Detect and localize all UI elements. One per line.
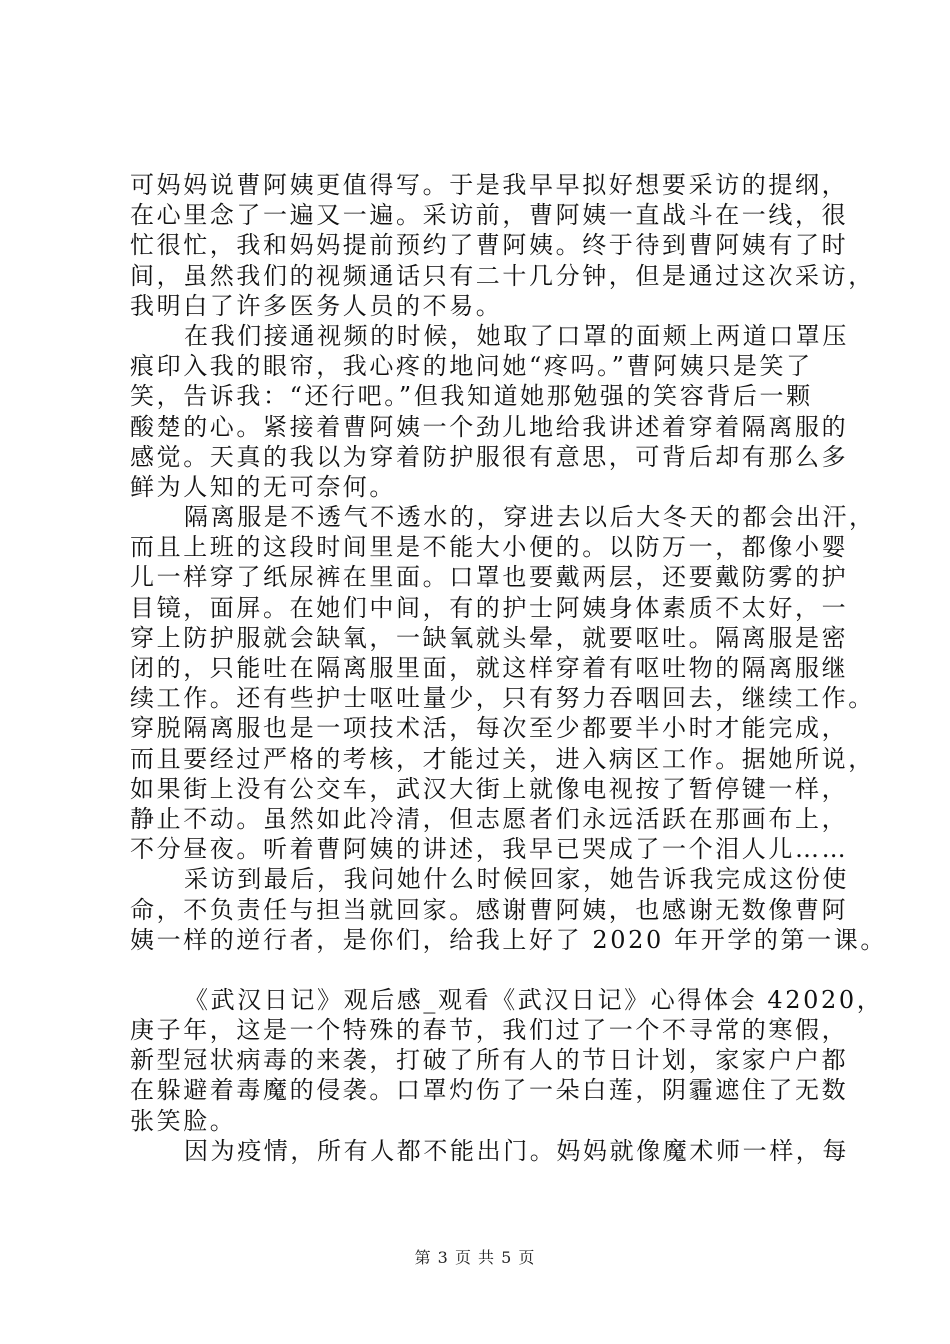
- text-line: 笑，告诉我：“还行吧。”但我知道她那勉强的笑容背后一颗: [130, 382, 813, 411]
- text-line: 而且上班的这段时间里是不能大小便的。以防万一，都像小婴: [130, 533, 849, 562]
- text-line: 目镜，面屏。在她们中间，有的护士阿姨身体素质不太好，一: [130, 593, 849, 622]
- text-line: 而且要经过严格的考核，才能过关，进入病区工作。据她所说，: [130, 744, 875, 773]
- text-line: 在躲避着毒魔的侵袭。口罩灼伤了一朵白莲，阴霾遮住了无数: [130, 1076, 849, 1105]
- text-line: 采访到最后，我问她什么时候回家，她告诉我完成这份使: [184, 865, 849, 894]
- text-line: 在我们接通视频的时候，她取了口罩的面颊上两道口罩压: [184, 321, 849, 350]
- paragraph: [130, 1136, 849, 1166]
- text-line: 穿脱隔离服也是一项技术活，每次至少都要半小时才能完成，: [130, 714, 849, 743]
- text-line: 儿一样穿了纸尿裤在里面。口罩也要戴两层，还要戴防雾的护: [130, 563, 849, 592]
- text-line: 酸楚的心。紧接着曹阿姨一个劲儿地给我讲述着穿着隔离服的: [130, 412, 849, 441]
- text-line: 鲜为人知的无可奈何。: [130, 472, 396, 501]
- text-line: 我明白了许多医务人员的不易。: [130, 291, 503, 320]
- paragraph: [130, 864, 887, 955]
- page-number-footer: 第 3 页 共 5 页: [414, 1248, 536, 1267]
- paragraph: [130, 985, 884, 1136]
- text-line: 穿上防护服就会缺氧，一缺氧就头晕，就要呕吐。隔离服是密: [130, 623, 849, 652]
- text-line: 庚子年，这是一个特殊的春节，我们过了一个不寻常的寒假，: [130, 1016, 849, 1045]
- text-line: 张笑脸。: [130, 1106, 237, 1135]
- text-line: 静止不动。虽然如此冷清，但志愿者们永远活跃在那画布上，: [130, 804, 849, 833]
- text-line: 因为疫情，所有人都不能出门。妈妈就像魔术师一样，每: [184, 1136, 849, 1165]
- text-line: 感觉。天真的我以为穿着防护服很有意思，可背后却有那么多: [130, 442, 849, 471]
- paragraph: [130, 321, 849, 502]
- text-line: 痕印入我的眼帘，我心疼的地问她“疼吗。”曹阿姨只是笑了: [130, 352, 813, 381]
- document-body: [130, 170, 887, 1166]
- paragraph: [130, 170, 875, 321]
- text-line: 间，虽然我们的视频通话只有二十几分钟，但是通过这次采访，: [130, 261, 875, 290]
- text-line: 在心里念了一遍又一遍。采访前，曹阿姨一直战斗在一线，很: [130, 201, 849, 230]
- paragraph-gap: [130, 955, 845, 985]
- text-line: 闭的，只能吐在隔离服里面，就这样穿着有呕吐物的隔离服继: [130, 654, 849, 682]
- paragraph: [130, 502, 876, 864]
- text-line: 命，不负责任与担当就回家。感谢曹阿姨，也感谢无数像曹阿: [130, 895, 849, 924]
- text-line: 隔离服是不透气不透水的，穿进去以后大冬天的都会出汗，: [184, 503, 876, 532]
- text-line: 可妈妈说曹阿姨更值得写。于是我早早拟好想要采访的提纲，: [130, 171, 849, 199]
- text-line: 新型冠状病毒的来袭，打破了所有人的节日计划，家家户户都: [130, 1046, 849, 1075]
- text-line: 《武汉日记》观后感_观看《武汉日记》心得体会 42020，: [184, 985, 884, 1014]
- text-line: 如果街上没有公交车，武汉大街上就像电视按了暂停键一样，: [130, 774, 849, 803]
- text-line: 姨一样的逆行者，是你们，给我上好了 2020 年开学的第一课。: [130, 925, 887, 954]
- text-line: 忙很忙，我和妈妈提前预约了曹阿姨。终于待到曹阿姨有了时: [130, 231, 849, 260]
- text-line: 续工作。还有些护士呕吐量少，只有努力吞咽回去，继续工作。: [130, 684, 875, 713]
- text-line: 不分昼夜。听着曹阿姨的讲述，我早已哭成了一个泪人儿……: [130, 835, 849, 864]
